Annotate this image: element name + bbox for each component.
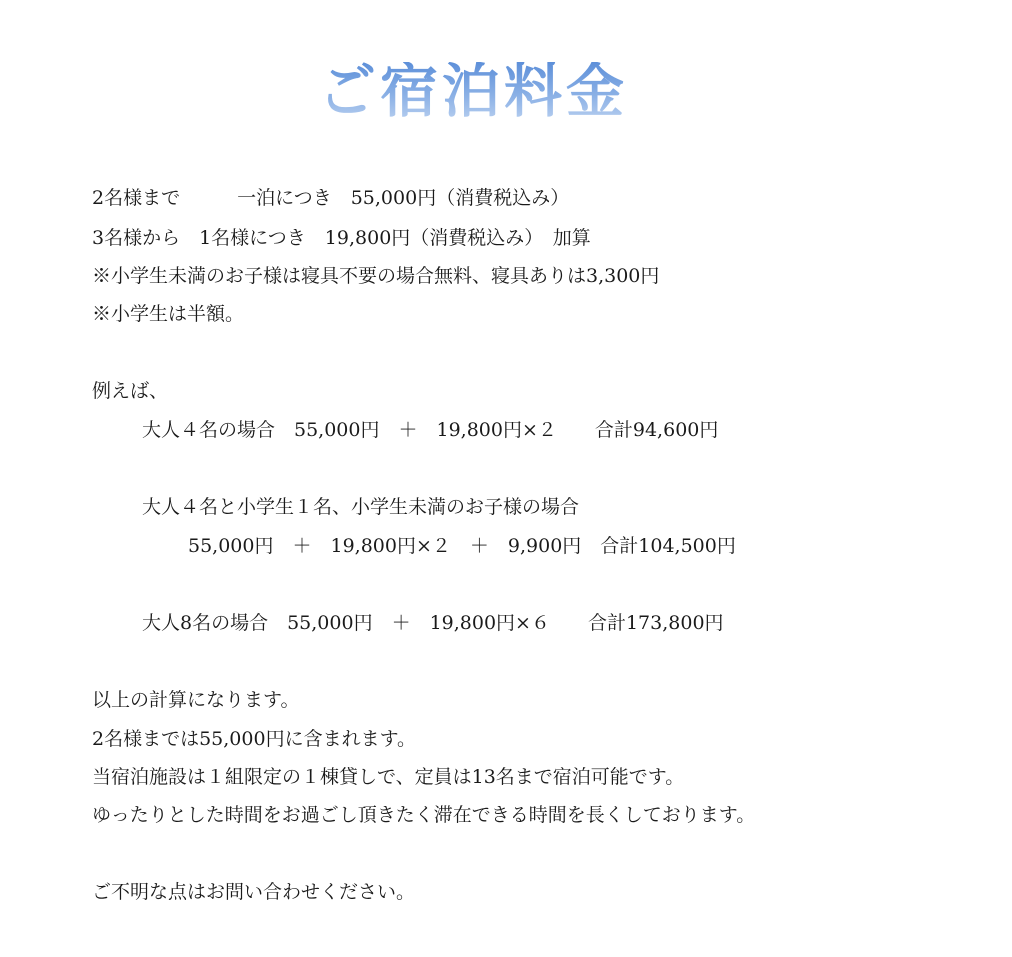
example-eight-adults: 大人8名の場合 55,000円 ＋ 19,800円×６ 合計173,800円 (142, 612, 724, 634)
footer-line-1: 以上の計算になります。 (92, 689, 300, 711)
footer-line-4: ゆったりとした時間をお過ごし頂きたく滞在できる時間を長くしております。 (92, 804, 756, 826)
note-school-children: ※小学生は半額。 (92, 303, 245, 325)
price-two-guests: 2名様まで 一泊につき 55,000円（消費税込み） (92, 187, 570, 209)
footer-line-2: 2名様までは55,000円に含まれます。 (92, 728, 417, 750)
example-intro: 例えば、 (92, 380, 169, 402)
price-additional-guest: 3名様から 1名様につき 19,800円（消費税込み） 加算 (92, 227, 591, 249)
example-mixed-label: 大人４名と小学生１名、小学生未満のお子様の場合 (142, 496, 580, 518)
page-title: ご宿泊料金 (318, 57, 629, 125)
footer-contact: ご不明な点はお問い合わせください。 (92, 881, 416, 903)
note-children-under-school: ※小学生未満のお子様は寝具不要の場合無料、寝具ありは3,300円 (92, 265, 660, 287)
example-four-adults: 大人４名の場合 55,000円 ＋ 19,800円×２ 合計94,600円 (142, 419, 719, 441)
footer-line-3: 当宿泊施設は１組限定の１棟貸しで、定員は13名まで宿泊可能です。 (92, 766, 685, 788)
example-mixed-calc: 55,000円 ＋ 19,800円×２ ＋ 9,900円 合計104,500円 (188, 535, 736, 557)
